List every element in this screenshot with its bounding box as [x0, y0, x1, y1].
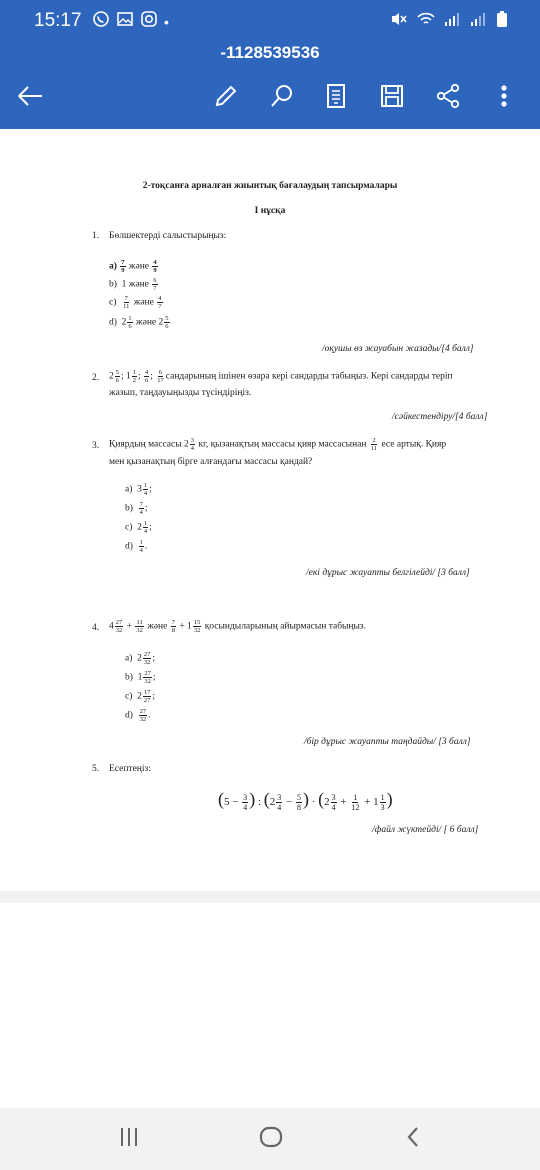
mute-icon [390, 11, 408, 32]
q3-c: c) 2 $\frac{1}{4}$ ; [125, 520, 152, 535]
reader-mode-button[interactable] [320, 82, 352, 114]
q4-c: c) 2 $\frac{17}{27}$ ; [125, 689, 156, 704]
q3-line1: Қиярдың массасы 2 $\frac{3}{4}$ кг, қызанақтың массасы қияр массасынан $\frac{2}{11}$ есе артық. Қияр [109, 437, 447, 452]
q5-number: 5. [92, 764, 100, 774]
document-page-2[interactable] [0, 903, 540, 1108]
more-button[interactable] [488, 82, 520, 114]
q1-a: а) $\frac{7}{9}$ және $\frac{4}{9}$ [109, 259, 157, 274]
q3-score: /екі дұрыс жауапты белгілейді/ [3 балл] [306, 568, 470, 578]
back-button[interactable] [14, 82, 46, 114]
q1-number: 1. [92, 231, 100, 241]
q5-expression: (5 − $\frac{3}{4}$ ) : (2 $\frac{3}{4}$ − $\frac{5}{8}$ ) · (2 $\frac{3}{4}$ + $\frac{1}{12}$ + 1 $\frac{1}{3}$ ) [218, 789, 393, 812]
signal-2-icon [470, 11, 488, 32]
system-icons [390, 10, 508, 33]
q5-text: Есептеңіз: [109, 764, 151, 774]
q2-number: 2. [92, 373, 100, 383]
q2-line2: жазып, таңдауыңызды түсіндіріңіз. [109, 388, 252, 398]
wifi-icon [416, 11, 436, 32]
q3-d: d) $\frac{1}{4}$ . [125, 539, 148, 554]
q4-d: d) $\frac{27}{32}$ . [125, 708, 151, 723]
document-title: -1128539536 [220, 43, 320, 62]
search-icon [269, 83, 295, 114]
reader-mode-icon [325, 83, 347, 114]
q3-a: a) 3 $\frac{1}{4}$ ; [125, 482, 152, 497]
q1-c: c) $\frac{7}{11}$ және $\frac{4}{7}$ [109, 295, 162, 310]
home-icon [258, 1125, 284, 1154]
q3-line2: мен қызанақтың бірге алғандағы массасы қандай? [109, 457, 313, 467]
gallery-icon [116, 10, 134, 33]
document-page[interactable] [0, 129, 540, 891]
q3-number: 3. [92, 441, 100, 451]
q3-b: b) $\frac{7}{4}$ ; [125, 501, 148, 516]
q2-score: /сәйкестендіру/[4 балл] [392, 412, 488, 422]
q4-number: 4. [92, 623, 100, 633]
search-button[interactable] [266, 82, 298, 114]
status-time: 15:17 [34, 10, 82, 31]
signal-icon [444, 11, 462, 32]
whatsapp-icon [92, 10, 110, 33]
recent-apps-button[interactable] [114, 1126, 144, 1152]
doc-variant: І нұсқа [254, 206, 286, 216]
q4-text: 4 $\frac{27}{32}$ + $\frac{11}{32}$ және $\frac{7}{8}$ + 1 $\frac{15}{32}$ қосындыларының айырмасын табыңыз. [109, 619, 367, 634]
edit-button[interactable] [210, 82, 242, 114]
toolbar [0, 78, 540, 118]
app-bar [0, 0, 540, 129]
share-button[interactable] [432, 82, 464, 114]
save-icon [379, 83, 405, 114]
save-button[interactable] [376, 82, 408, 114]
doc-heading: 2-тоқсанға арналған жиынтық бағалаудың тапсырмалары [142, 181, 398, 191]
q1-d: d) 2 $\frac{1}{6}$ және 2 $\frac{5}{6}$ [109, 315, 169, 330]
share-icon [435, 83, 461, 114]
navigation-bar [0, 1108, 540, 1170]
q5-score: /файл жүктейді/ [ 6 балл] [372, 825, 479, 835]
instagram-icon [140, 10, 158, 33]
q1-b: b) 1 және $\frac{6}{7}$ [109, 277, 157, 292]
chevron-left-icon [405, 1125, 421, 1154]
q4-score: /бір дұрыс жауапты таңдайды/ [3 балл] [304, 737, 471, 747]
status-bar [0, 0, 540, 42]
more-vertical-icon [500, 84, 508, 113]
dot-icon: • [164, 13, 169, 30]
arrow-left-icon [16, 85, 44, 112]
notification-icons [92, 10, 169, 33]
q1-score: /оқушы өз жауабын жазады/[4 балл] [322, 344, 474, 354]
home-button[interactable] [256, 1126, 286, 1152]
recent-apps-icon [118, 1126, 140, 1153]
q4-a: a) 2 $\frac{27}{32}$ ; [125, 651, 156, 666]
battery-icon [496, 10, 508, 33]
back-nav-button[interactable] [398, 1126, 428, 1152]
pencil-icon [213, 83, 239, 114]
q1-text: Бөлшектерді салыстырыңыз: [109, 231, 227, 241]
q4-b: b) 1 $\frac{27}{32}$ ; [125, 670, 156, 685]
q2-line1: 2 $\frac{5}{6}$ ; 1 $\frac{1}{2}$ ; $\frac{4}{6}$ ; $\frac{6}{17}$ сандарының ішінен өзара кері сандарды табыңыз. Кері сандарды теріп [109, 369, 453, 384]
